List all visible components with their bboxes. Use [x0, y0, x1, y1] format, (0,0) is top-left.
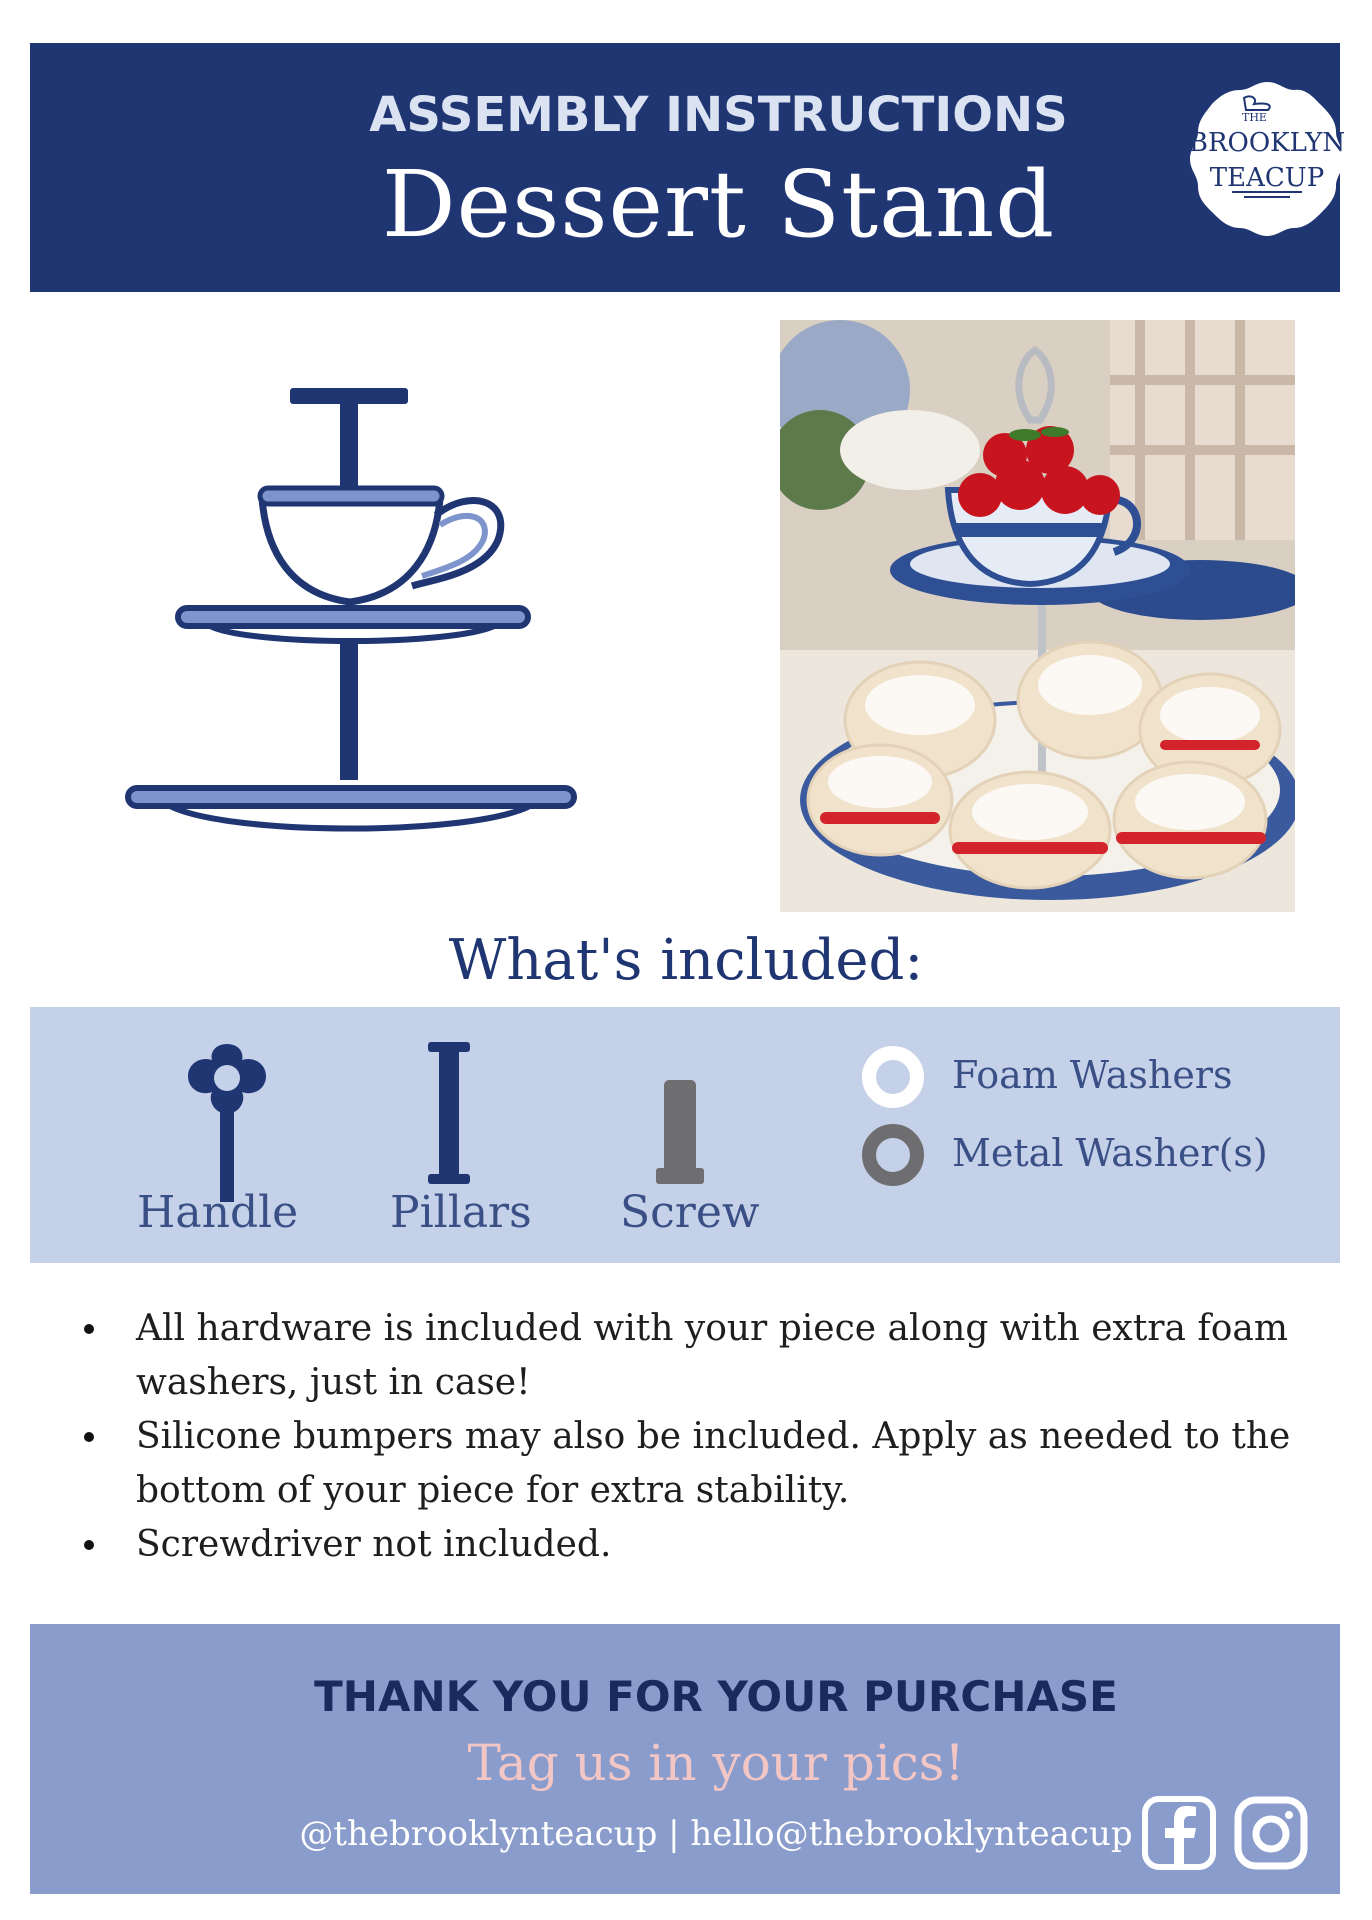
part-label-pillars: Pillars — [390, 1187, 532, 1238]
pillar-icon — [428, 1042, 470, 1184]
instagram-icon[interactable] — [1234, 1796, 1308, 1870]
header-eyebrow: ASSEMBLY INSTRUCTIONS — [369, 87, 1068, 143]
bullet-dot — [84, 1540, 94, 1550]
parts-panel — [30, 1007, 1340, 1263]
footer-banner — [30, 1624, 1340, 1894]
thank-you-text: THANK YOU FOR YOUR PURCHASE — [314, 1672, 1118, 1721]
bullet-dot — [84, 1324, 94, 1334]
part-label-screw: Screw — [620, 1187, 760, 1238]
dessert-stand-photo — [780, 320, 1295, 912]
part-label-handle: Handle — [137, 1187, 299, 1238]
page-title: Dessert Stand — [381, 151, 1056, 258]
list-item: All hardware is included with your piece along with extra foam washers, just in case! — [78, 1302, 1298, 1410]
facebook-icon[interactable] — [1142, 1796, 1216, 1870]
washer-label-metal: Metal Washer(s) — [952, 1131, 1268, 1175]
list-item: Screwdriver not included. — [78, 1518, 1298, 1572]
dessert-stand-illustration — [110, 380, 590, 860]
header-banner — [30, 43, 1346, 292]
tag-us-text: Tag us in your pics! — [467, 1734, 965, 1792]
washer-label-foam: Foam Washers — [952, 1053, 1233, 1097]
logo-line3: TEACUP — [1209, 163, 1325, 193]
handle-icon — [180, 1040, 274, 1202]
logo-line2: BROOKLYN — [1188, 128, 1346, 158]
bullet-dot — [84, 1432, 94, 1442]
notes-list — [78, 1302, 1298, 1572]
list-item: Silicone bumpers may also be included. Apply as needed to the bottom of your piece for extra stability. — [78, 1410, 1298, 1518]
contact-text: @thebrooklynteacup | hello@thebrooklynteacup — [299, 1814, 1133, 1854]
included-heading: What's included: — [448, 928, 924, 993]
metal-washer-icon — [861, 1123, 925, 1187]
logo-line1: THE — [1242, 111, 1267, 124]
screw-icon — [656, 1080, 704, 1184]
brand-logo — [1184, 76, 1350, 242]
foam-washer-icon — [861, 1045, 925, 1109]
